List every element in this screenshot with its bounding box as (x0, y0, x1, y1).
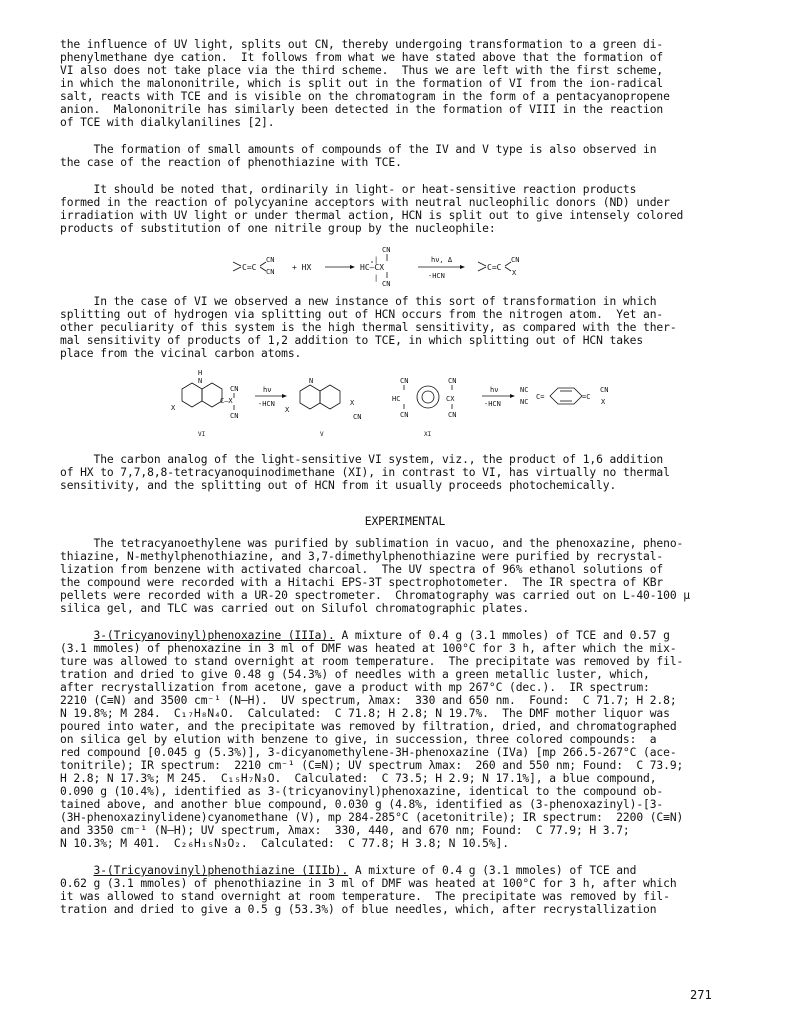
text-line: products of substitution of one nitrile group by the nucleophile: (60, 222, 496, 235)
svg-text:C—X: C—X (220, 397, 233, 405)
svg-text:X: X (512, 269, 517, 277)
svg-text:N: N (198, 377, 203, 385)
svg-text:CN: CN (230, 385, 239, 393)
text-line: The tetracyanoethylene was purified by sublimation in vacuo, and the phenoxazine, pheno- (60, 537, 684, 550)
svg-text:CN: CN (266, 268, 275, 276)
text-line: tration and dried to give 0.48 g (54.3%) of needles with a green metallic luster, which, (60, 668, 650, 681)
text-line: 0.090 g (10.4%), identified as 3-(tricyanovinyl)phenoxazine, identical to the compound ob- (60, 785, 664, 798)
text-line: splitting out of hydrogen via splitting out of HCN occurs from the nitrogen atom. Yet an- (60, 308, 664, 321)
reaction-scheme-hcn-elimination (60, 363, 750, 445)
svg-text:-HCN: -HCN (258, 400, 275, 408)
svg-text:CN: CN (382, 280, 391, 288)
text-line: In the case of VI we observed a new instance of this sort of transformation in which (60, 295, 657, 308)
text-line: other peculiarity of this system is the high thermal sensitivity, as compared with the ther- (60, 321, 677, 334)
svg-text:|: | (374, 274, 379, 282)
svg-text:hν: hν (263, 386, 272, 394)
svg-text:CN: CN (400, 411, 409, 419)
compound-label-v: V (320, 431, 324, 438)
text-line: mal sensitivity of products of 1,2 addition to TCE, in which splitting out of HCN takes (60, 334, 644, 347)
page-number: 271 (690, 988, 712, 1002)
svg-text:N: N (309, 377, 314, 385)
reaction-scheme-substitution (60, 240, 750, 290)
text-line: place from the vicinal carbon atoms. (60, 347, 302, 360)
text-line: poured into water, and the precipitate was removed by filtration, dried, and chromatographed (60, 720, 677, 733)
svg-text:-HCN: -HCN (484, 400, 501, 408)
svg-text:-HCN: -HCN (428, 272, 445, 280)
compound-title: 3-(Tricyanovinyl)phenoxazine (IIIa). (93, 629, 335, 642)
text-line: salt, reacts with TCE and is visible on the chromatogram in the form of a pentacyanopropene (60, 90, 670, 103)
text-line: tained above, and another blue compound, 0.030 g (4.8%, identified as (3-phenoxazinyl)-[3- (60, 798, 664, 811)
text-line: the influence of UV light, splits out CN, thereby undergoing transformation to a green di- (60, 38, 664, 51)
text-line: the case of the reaction of phenothiazine with TCE. (60, 156, 402, 169)
svg-text:HC: HC (392, 395, 401, 403)
svg-text:CN: CN (230, 412, 239, 420)
text-line: tration and dried to give a 0.5 g (53.3%) of blue needles, which, after recrystallization (60, 903, 657, 916)
text-line: it was allowed to stand overnight at room temperature. The precipitate was removed by fil- (60, 890, 670, 903)
text-line: 0.62 g (3.1 mmoles) of phenothiazine in 3 ml of DMF was heated at 100°C for 3 h, after which (60, 877, 677, 890)
svg-text:=C: =C (582, 393, 591, 401)
text-line: H 2.8; N 17.3%; M 245. C₁₅H₇N₃O. Calculated: C 73.5; H 2.9; N 17.1%], a blue compound, (60, 772, 657, 785)
section-heading: EXPERIMENTAL (364, 515, 446, 528)
text-line: on silica gel by elution with benzene to give, in succession, three colored compounds: a (60, 733, 657, 746)
svg-text:NC: NC (520, 398, 529, 406)
svg-text:X: X (285, 406, 290, 414)
text-line: lization from benzene with activated charcoal. The UV spectra of 96% ethanol solutions of (60, 563, 664, 576)
text-line: silica gel, and TLC was carried out on Silufol chromatographic plates. (60, 602, 530, 615)
text-line: tonitrile); IR spectrum: 2210 cm⁻¹ (C≡N); UV spectrum λmax: 260 and 550 nm; Found: C 73.9; (60, 759, 684, 772)
svg-text:hν, Δ: hν, Δ (431, 256, 453, 264)
compound-label-xi: XI (424, 431, 432, 438)
text-line: The carbon analog of the light-sensitive VI system, viz., the product of 1,6 addition (60, 453, 664, 466)
text-line: 3-(Tricyanovinyl)phenothiazine (IIIb). A mixture of 0.4 g (3.1 mmoles) of TCE and (93, 864, 637, 877)
text-line: anion. Malononitrile has similarly been detected in the formation of VIII in the reaction (60, 103, 664, 116)
svg-text:X: X (601, 398, 606, 406)
svg-text:CN: CN (382, 246, 391, 254)
svg-text:CN: CN (511, 256, 520, 264)
text-line: thiazine, N-methylphenothiazine, and 3,7-dimethylphenothiazine were purified by recrystal- (60, 550, 664, 563)
adduct-label: HC—CX (360, 263, 385, 272)
text-line: of HX to 7,7,8,8-tetracyanoquinodimethane (XI), in contrast to VI, has virtually no thermal (60, 466, 670, 479)
svg-text:hν: hν (490, 386, 499, 394)
text-line: It should be noted that, ordinarily in light- or heat-sensitive reaction products (60, 183, 637, 196)
text-line: pellets were recorded with a UR-20 spectrometer. Chromatography was carried out on L-40-100 μ (60, 589, 690, 602)
svg-text:CN: CN (353, 413, 362, 421)
text-line: VI also does not take place via the third scheme. Thus we are left with the first scheme, (60, 64, 664, 77)
compound-label-vi: VI (198, 431, 206, 438)
text-line: after recrystallization from acetone, gave a product with mp 267°C (dec.). IR spectrum: (60, 681, 650, 694)
svg-text:CN: CN (600, 386, 609, 394)
text-line: in which the malononitrile, which is split out in the formation of VI from the ion-radical (60, 77, 664, 90)
text-line: red compound [0.045 g (5.3%)], 3-dicyanomethylene-3H-phenoxazine (IVa) [mp 266.5-267°C (ace- (60, 746, 677, 759)
text-line: (3.1 mmoles) of phenoxazine in 3 ml of DMF was heated at 100°C for 3 h, after which the mix- (60, 642, 677, 655)
text-line: The formation of small amounts of compounds of the IV and V type is also observed in (60, 143, 657, 156)
svg-text:X: X (350, 399, 355, 407)
svg-text:CN: CN (448, 411, 457, 419)
product-label: C=C (487, 263, 502, 272)
svg-text:CN: CN (448, 377, 457, 385)
alkene-label: C=C (242, 263, 257, 272)
text-line: sensitivity, and the splitting out of HCN from it usually proceeds photochemically. (60, 479, 617, 492)
text-line: ture was allowed to stand overnight at room temperature. The precipitate was removed by fil- (60, 655, 684, 668)
svg-text:H: H (198, 369, 203, 377)
text-line: (3H-phenoxazinylidene)cyanomethane (V), mp 284-285°C (acetonitrile); IR spectrum: 2200 (C≡N) (60, 811, 684, 824)
text-line: 3-(Tricyanovinyl)phenoxazine (IIIa). A mixture of 0.4 g (3.1 mmoles) of TCE and 0.57 g (93, 629, 670, 642)
svg-text:CN: CN (400, 377, 409, 385)
svg-text:X: X (171, 404, 176, 412)
svg-text:CX: CX (446, 395, 455, 403)
text-line: phenylmethane dye cation. It follows from what we have stated above that the formation of (60, 51, 664, 64)
svg-text:NC: NC (520, 386, 529, 394)
svg-text:C=: C= (536, 393, 545, 401)
text-line: N 10.3%; M 401. C₂₆H₁₅N₃O₂. Calculated: C 77.8; H 3.8; N 10.5%]. (60, 837, 509, 850)
svg-text:|: | (374, 256, 379, 264)
text-line: 2210 (C≡N) and 3500 cm⁻¹ (N—H). UV spectrum, λmax: 330 and 650 nm. Found: C 71.7; H 2.8; (60, 694, 677, 707)
compound-title: 3-(Tricyanovinyl)phenothiazine (IIIb). (93, 864, 349, 877)
text-line: the compound were recorded with a Hitachi EPS-3T spectrophotometer. The IR spectra of KBr (60, 576, 664, 589)
text-line: formed in the reaction of polycyanine acceptors with neutral nucleophilic donors (ND) under (60, 196, 670, 209)
text-line: of TCE with dialkylanilines [2]. (60, 116, 275, 129)
text-line: irradiation with UV light or under thermal action, HCN is split out to give intensely colored (60, 209, 684, 222)
svg-text:CN: CN (266, 256, 275, 264)
text-line: N 19.8%; M 284. C₁₇H₈N₄O. Calculated: C 71.8; H 2.8; N 19.7%. The DMF mother liquor was (60, 707, 670, 720)
text-line: and 3350 cm⁻¹ (N—H); UV spectrum, λmax: 330, 440, and 670 nm; Found: C 77.9; H 3.7; (60, 824, 630, 837)
svg-text:+ HX: + HX (292, 263, 312, 272)
